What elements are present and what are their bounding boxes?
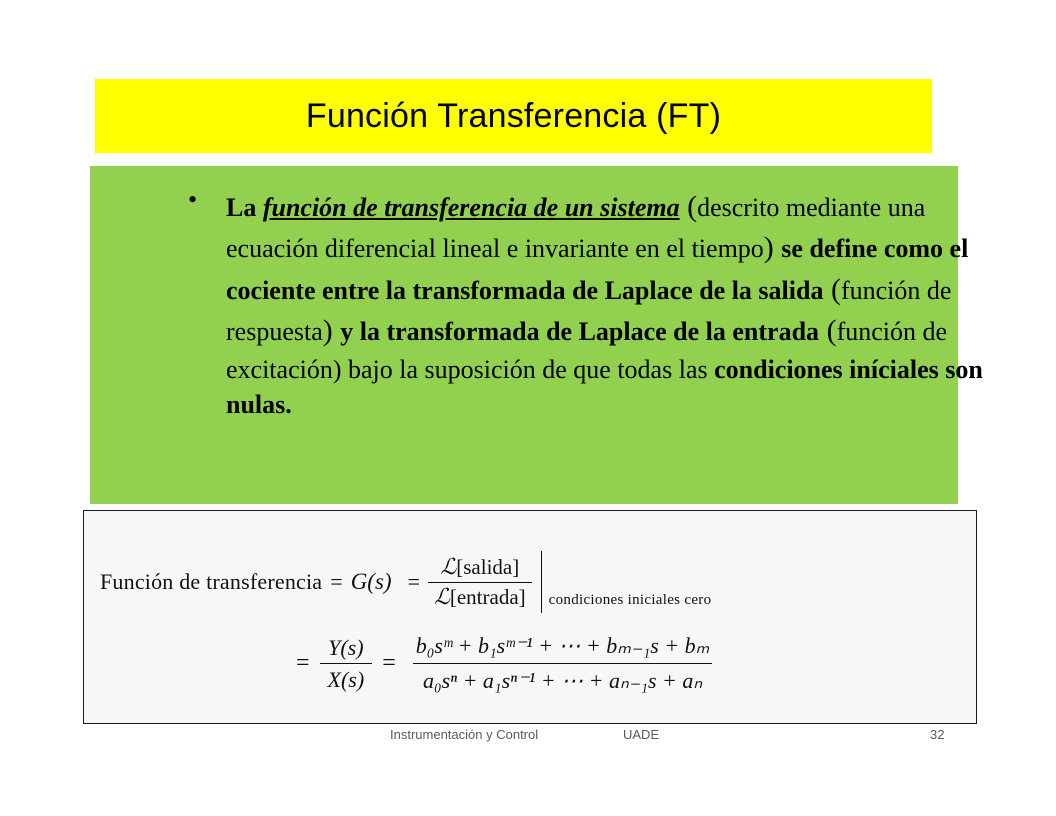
- content-box: [90, 166, 983, 504]
- bullet-marker-icon: •: [188, 185, 198, 214]
- formula-line-1: [100, 551, 711, 613]
- formula-fraction-denominator: [428, 582, 532, 609]
- paragraph-segment-12: función de excitación: [226, 317, 948, 384]
- formula-label: Función de transferencia: [100, 569, 323, 594]
- paragraph-segment-6: se define como el cociente entre la transformada de Laplace de la salida: [226, 234, 969, 305]
- paragraph-segment-4: descrito mediante una ecuación diferencial lineal e invariante en el tiempo: [226, 193, 926, 264]
- paragraph-segment-7: (: [823, 272, 841, 306]
- page-title: Función Transferencia (FT): [305, 97, 722, 135]
- formula-numerator-text: [salida]: [456, 555, 520, 580]
- formula-fraction-polynomial: [406, 633, 720, 695]
- paragraph-segment-8: función de respuesta: [226, 275, 952, 347]
- formula-line-2: [296, 633, 719, 695]
- formula-fraction-laplace: [428, 555, 532, 608]
- footer-page-number: 32: [930, 727, 945, 742]
- paragraph-segment-3: (: [679, 190, 698, 223]
- laplace-operator-icon: ℒ: [440, 554, 457, 580]
- paragraph-segment-5: ): [763, 231, 782, 265]
- formula-polynomial-numerator: b₀sᵐ + b₁sᵐ⁻¹ + ⋯ + bₘ₋₁s + bₘ: [415, 633, 710, 658]
- formula-panel: [83, 510, 977, 724]
- formula-fraction-yx: [320, 635, 373, 693]
- formula-equals-sign-4: =: [382, 650, 396, 677]
- formula-evaluation-bar: [541, 551, 542, 613]
- paragraph-segment-11: (: [819, 314, 837, 348]
- formula-equals-sign-2: =: [407, 569, 420, 594]
- formula-transfer-function-symbol: G(s): [350, 569, 392, 594]
- formula-yx-denominator: X(s): [320, 663, 373, 692]
- laplace-operator-icon: ℒ: [434, 583, 450, 609]
- formula-equals-sign-1: =: [330, 569, 343, 594]
- formula-fraction-numerator: [434, 555, 525, 581]
- paragraph-segment-1: La: [226, 193, 263, 222]
- definition-paragraph: [226, 186, 1016, 423]
- title-banner: [95, 79, 932, 153]
- paragraph-segment-10: y la transformada de Laplace de la entrada: [340, 317, 820, 347]
- formula-polynomial-denominator: a₀sⁿ + a₁sⁿ⁻¹ + ⋯ + aₙ₋₁s + aₙ: [413, 663, 712, 694]
- footer-course-label: Instrumentación y Control: [390, 727, 539, 742]
- formula-equals-sign-3: =: [296, 650, 310, 677]
- paragraph-segment-9: ): [322, 314, 341, 348]
- paragraph-segment-13: ) bajo la suposición de que todas las: [332, 354, 715, 384]
- paragraph-segment-2: función de transferencia de un sistema: [262, 193, 680, 222]
- formula-condition-text: condiciones iniciales cero: [548, 592, 712, 608]
- paragraph-segment-14: condiciones iníciales son nulas.: [226, 354, 983, 420]
- formula-yx-numerator: Y(s): [328, 635, 364, 661]
- footer-organization-label: UADE: [623, 727, 660, 742]
- formula-denominator-text: [entrada]: [449, 584, 526, 609]
- footer: [0, 727, 1056, 751]
